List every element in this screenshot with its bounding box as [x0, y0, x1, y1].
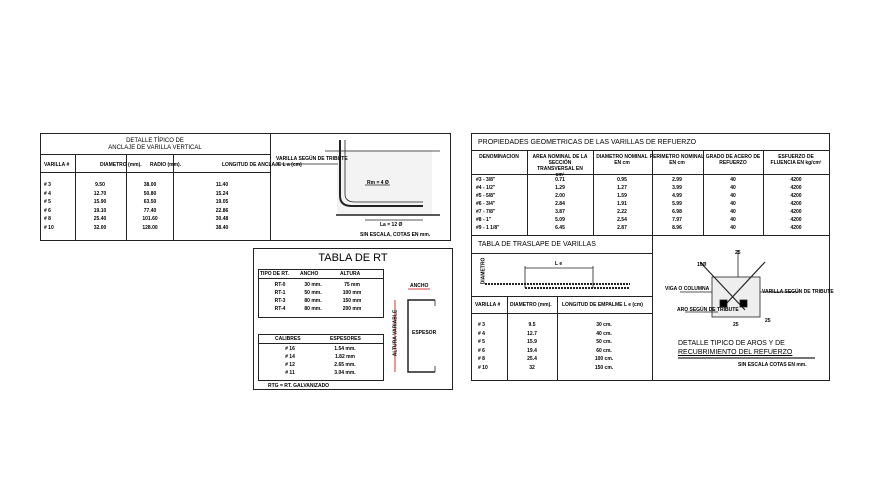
table-cell: #5 - 5/8"	[476, 193, 496, 199]
column-header: CALIBRES	[275, 336, 301, 342]
table-cell: 100 cm.	[594, 356, 614, 362]
table-cell: 7.97	[672, 217, 682, 223]
column-header: DIAMETRO (mm).	[100, 162, 142, 168]
table-cell: 40	[730, 217, 736, 223]
table-cell: # 14	[285, 354, 295, 360]
table-cell: 3.87	[555, 209, 565, 215]
aro-label: ARO SEGÚN DE TRIBUTE	[677, 307, 739, 313]
table-cell: 12.7	[527, 330, 537, 337]
table-cell: # 3	[478, 322, 485, 328]
column-header: RADIO (mm).	[150, 162, 182, 168]
table-cell: 38.40	[215, 224, 229, 231]
table-cell: # 6	[44, 207, 51, 214]
table-cell: 2.54	[617, 217, 627, 223]
column-header: VARILLA #	[44, 162, 70, 168]
table-cell: 4200	[790, 217, 802, 223]
table-cell: # 5	[478, 339, 485, 345]
table-cell: 19.10	[93, 207, 107, 214]
table-cell: 101.60	[142, 216, 158, 222]
rt-title: TABLA DE RT	[318, 252, 388, 264]
table-cell: 1.27	[617, 185, 627, 191]
table-cell: # 16	[285, 346, 295, 352]
espesor-label: ESPESOR	[412, 330, 437, 336]
table-cell: 150 mm	[342, 298, 362, 304]
anchorage-title-2: ANCLAJE DE VARILLA VERTICAL	[108, 145, 202, 151]
table-cell: 40	[730, 193, 736, 199]
lap-and-stirrup-panel	[471, 235, 830, 381]
table-cell: 8.96	[672, 225, 682, 231]
rtg-note: RTG = RT. GALVANIZADO	[268, 383, 330, 389]
table-cell: 30 cm.	[596, 322, 612, 328]
altura-label: ALTURA VARIABLE	[392, 309, 399, 357]
table-cell: 40	[730, 209, 736, 215]
table-cell: 1.54 mm.	[334, 346, 356, 352]
table-cell: 50 cm.	[596, 339, 612, 345]
table-cell: 4200	[790, 201, 802, 207]
table-cell: 2.22	[617, 209, 627, 215]
table-cell: #9 - 1 1/8"	[476, 225, 500, 231]
table-cell: #8 - 1"	[476, 217, 492, 223]
table-cell: 4200	[790, 185, 802, 191]
table-cell: 15.90	[93, 199, 107, 205]
table-cell: 9.5	[528, 322, 536, 328]
properties-title: PROPIEDADES GEOMETRICAS DE LAS VARILLAS DE REFUERZO	[478, 139, 697, 146]
table-cell: 60 cm.	[596, 347, 612, 354]
ancho-label: ANCHO	[410, 283, 429, 289]
stirrup-title-2: RECUBRIMIENTO DEL REFUERZO	[678, 349, 793, 356]
table-cell: 80 mm.	[304, 298, 322, 304]
table-cell: 1.29	[555, 185, 565, 191]
column-header: ESPESORES	[330, 336, 361, 342]
table-cell: 100 mm	[342, 290, 362, 296]
table-cell: RT-3	[274, 298, 286, 304]
table-cell: 32	[529, 364, 535, 371]
table-cell: 128.00	[142, 224, 158, 231]
table-cell: 2.65 mm.	[334, 362, 356, 368]
table-cell: 6.98	[672, 209, 682, 215]
table-cell: 25.4	[527, 356, 537, 362]
table-cell: 50 mm.	[304, 290, 322, 296]
table-cell: 50.80	[143, 190, 157, 197]
table-cell: 22.86	[215, 207, 229, 214]
table-cell: # 10	[44, 224, 54, 231]
table-cell: 4200	[790, 193, 802, 199]
viga-label: VIGA O COLUMNA	[665, 286, 710, 292]
column-header: TIPO DE RT.	[260, 271, 289, 277]
anchorage-length-dimension: La = 12 Ø	[380, 222, 403, 228]
table-cell: 2.84	[555, 201, 565, 207]
table-cell: 11.40	[215, 182, 229, 188]
table-cell: 9.50	[95, 182, 105, 188]
table-cell: 38.00	[143, 182, 157, 188]
table-cell: 6.45	[555, 225, 565, 231]
table-cell: 15.9	[527, 339, 537, 345]
dim-hook: 10Ø	[697, 262, 707, 268]
table-cell: 30 mm.	[304, 282, 322, 288]
table-cell: 77.40	[143, 207, 157, 214]
table-cell: # 11	[285, 370, 295, 376]
table-cell: # 3	[44, 182, 51, 188]
column-header: DIAMETRO NOMINAL EN cm	[596, 154, 648, 166]
table-cell: 3.99	[672, 185, 682, 191]
column-header: GRADO DE ACERO DE REFUERZO	[705, 154, 761, 166]
table-cell: 150 cm.	[594, 364, 614, 371]
table-cell: 2.99	[672, 177, 682, 183]
table-cell: RT-4	[274, 306, 286, 312]
lap-length-label: L e	[555, 261, 563, 267]
table-cell: 2.00	[555, 193, 565, 199]
dim-bottom: 25	[733, 322, 739, 328]
table-cell: # 4	[478, 330, 485, 337]
column-header: DIAMETRO (mm).	[510, 302, 552, 308]
column-header: ANCHO	[300, 271, 319, 277]
table-cell: 4200	[790, 177, 802, 183]
table-cell: 63.50	[143, 199, 157, 205]
table-cell: 12.70	[93, 190, 107, 197]
table-cell: 32.00	[93, 224, 107, 231]
dim-right: 25	[765, 318, 771, 324]
table-cell: 25.40	[93, 216, 107, 222]
table-cell: 40 cm.	[596, 330, 612, 337]
scale-note: SIN ESCALA, COTAS EN mm.	[360, 232, 431, 238]
column-header: LONGITUD DE ANCLAJE L a (cm)	[222, 162, 302, 168]
dim-top: 25	[735, 250, 741, 256]
table-cell: 1.91	[617, 201, 627, 207]
table-cell: 5.09	[555, 217, 565, 223]
varilla-label: VARILLA SEGÚN DE TRIBUTE	[762, 289, 834, 295]
table-cell: 1.59	[617, 193, 627, 199]
table-cell: #4 - 1/2"	[476, 185, 496, 191]
table-cell: 80 mm.	[304, 306, 322, 312]
stirrup-title-1: DETALLE TIPICO DE AROS Y DE	[678, 340, 785, 347]
radius-dimension: Rm = 4 Ø	[367, 180, 389, 186]
column-header: PERIMETRO NOMINAL EN cm	[649, 154, 705, 166]
table-cell: 30.48	[215, 216, 229, 222]
lap-title: TABLA DE TRASLAPE DE VARILLAS	[478, 241, 596, 248]
table-cell: # 10	[478, 364, 488, 371]
table-cell: #6 - 3/4"	[476, 201, 496, 207]
table-cell: # 12	[285, 362, 295, 368]
column-header: ESFUERZO DE FLUENCIA EN kg/cm²	[770, 154, 822, 166]
table-cell: 200 mm	[342, 306, 362, 312]
table-cell: # 5	[44, 199, 51, 205]
anchorage-title-1: DETALLE TÍPICO DE	[126, 138, 184, 144]
table-cell: #3 - 3/8"	[476, 177, 496, 183]
column-header: VARILLA #	[475, 302, 501, 308]
column-header: DENOMINACION	[479, 154, 519, 160]
table-cell: # 4	[44, 190, 51, 197]
column-header: LONGITUD DE EMPALME L e (cm)	[562, 302, 643, 308]
table-cell: 5.99	[672, 201, 682, 207]
table-cell: RT-0	[274, 282, 286, 288]
diameter-label: DIAMETRO	[480, 257, 487, 285]
table-cell: 1.82 mm	[334, 354, 356, 360]
table-cell: 3.04 mm.	[334, 370, 356, 376]
properties-panel	[471, 133, 830, 236]
table-cell: 15.24	[215, 190, 229, 197]
stirrup-scale-note: SIN ESCALA COTAS EN mm.	[738, 362, 807, 368]
table-cell: 40	[730, 185, 736, 191]
column-header: ALTURA	[340, 271, 361, 277]
table-cell: 19.4	[527, 347, 537, 354]
table-cell: # 6	[478, 347, 485, 354]
table-cell: 4200	[790, 225, 802, 231]
table-cell: 2.87	[617, 225, 627, 231]
table-cell: 4200	[790, 209, 802, 215]
table-cell: 75 mm	[344, 282, 360, 288]
table-cell: 0.95	[617, 177, 627, 183]
column-header: AREA NOMINAL DE LA SECCIÓN TRANSVERSAL EN cm²	[532, 154, 588, 178]
table-cell: 4.99	[672, 193, 682, 199]
table-cell: #7 - 7/8"	[476, 209, 496, 215]
table-cell: 40	[730, 201, 736, 207]
table-cell: 0.71	[555, 177, 565, 183]
rebar-label: VARILLA SEGÚN DE TRIBUTE	[276, 156, 348, 162]
table-cell: # 8	[478, 356, 485, 362]
table-cell: 40	[730, 225, 736, 231]
table-cell: 19.05	[215, 199, 229, 205]
table-cell: RT-1	[274, 290, 286, 296]
table-cell: 40	[730, 177, 736, 183]
table-cell: # 8	[44, 216, 51, 222]
